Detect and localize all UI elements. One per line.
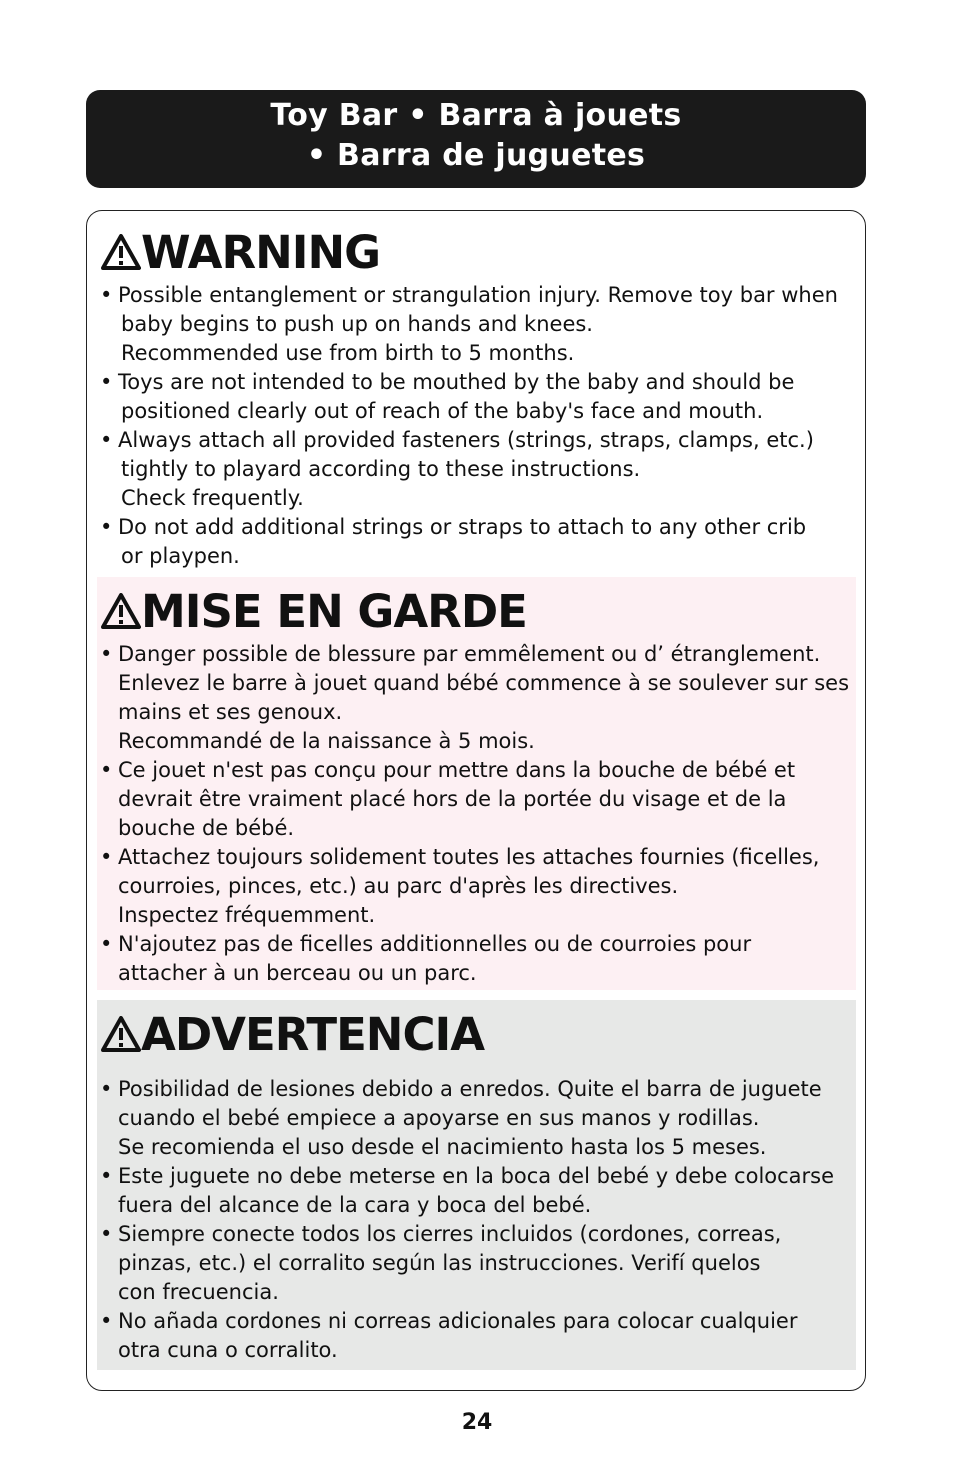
- warning-section-en: [97, 218, 856, 570]
- warning-item-line: Ce jouet n'est pas conçu pour mettre dans la bouche de bébé et: [118, 758, 796, 782]
- header-title-line-1: Toy Bar • Barra à jouets: [270, 98, 682, 133]
- header-bar: [86, 90, 866, 188]
- section-heading: [97, 1000, 856, 1060]
- section-title: WARNING: [141, 226, 381, 279]
- warning-item-line: Siempre conecte todos los cierres incluidos (cordones, correas,: [118, 1222, 782, 1246]
- warning-section-fr: [97, 577, 856, 990]
- warning-item: [97, 426, 856, 513]
- bullet: •: [100, 932, 113, 956]
- header-title-line-2: • Barra de juguetes: [306, 138, 646, 173]
- warning-item-line: Este juguete no debe meterse en la boca del bebé y debe colocarse: [118, 1164, 835, 1188]
- warning-item: [97, 930, 856, 988]
- page-number: 24: [461, 1410, 493, 1435]
- warning-triangle-icon: [101, 593, 141, 629]
- bullet: •: [100, 1309, 113, 1333]
- warning-item-line: N'ajoutez pas de ficelles additionnelles ou de courroies pour: [118, 932, 752, 956]
- warning-item-line: con frecuencia.: [118, 1280, 279, 1304]
- warning-item-line: Attachez toujours solidement toutes les attaches fournies (ficelles,: [118, 845, 820, 869]
- warning-list: [97, 1075, 856, 1365]
- bullet: •: [100, 1077, 113, 1101]
- warning-item-line: or playpen.: [121, 544, 240, 568]
- bullet: •: [100, 428, 113, 452]
- bullet: •: [100, 1222, 113, 1246]
- warning-item-line: fuera del alcance de la cara y boca del bebé.: [118, 1193, 592, 1217]
- warning-item-line: cuando el bebé empiece a apoyarse en sus manos y rodillas.: [118, 1106, 760, 1130]
- section-heading: [97, 218, 856, 278]
- warning-section-es: [97, 1000, 856, 1370]
- warning-triangle-icon: [101, 1016, 141, 1052]
- warning-item-line: attacher à un berceau ou un parc.: [118, 961, 477, 985]
- warning-item-line: Do not add additional strings or straps to attach to any other crib: [118, 515, 807, 539]
- warning-item-line: tightly to playard according to these instructions.: [121, 457, 641, 481]
- warning-item-line: otra cuna o corralito.: [118, 1338, 338, 1362]
- warning-item-line: Possible entanglement or strangulation injury. Remove toy bar when: [118, 283, 838, 307]
- warning-item-line: courroies, pinces, etc.) au parc d'après les directives.: [118, 874, 679, 898]
- bullet: •: [100, 515, 113, 539]
- warning-item: [97, 1307, 856, 1365]
- warning-item: [97, 640, 856, 756]
- warning-item-line: Se recomienda el uso desde el nacimiento hasta los 5 meses.: [118, 1135, 767, 1159]
- bullet: •: [100, 642, 113, 666]
- warning-item-line: devrait être vraiment placé hors de la portée du visage et de la: [118, 787, 787, 811]
- warning-item-line: Recommandé de la naissance à 5 mois.: [118, 729, 535, 753]
- warning-item-line: Danger possible de blessure par emmêlement ou d’ étranglement.: [118, 642, 821, 666]
- warning-item-line: Inspectez fréquemment.: [118, 903, 376, 927]
- warning-triangle-icon: [101, 234, 141, 270]
- warning-item: [97, 1220, 856, 1307]
- bullet: •: [100, 370, 113, 394]
- warning-item: [97, 1162, 856, 1220]
- warning-item: [97, 756, 856, 843]
- warning-item-line: Recommended use from birth to 5 months.: [121, 341, 575, 365]
- warning-item: [97, 513, 856, 571]
- warning-item-line: pinzas, etc.) el corralito según las instrucciones. Verifí quelos: [118, 1251, 761, 1275]
- bullet: •: [100, 283, 113, 307]
- warning-item: [97, 368, 856, 426]
- section-title: ADVERTENCIA: [141, 1008, 485, 1061]
- warning-item-line: baby begins to push up on hands and knees.: [121, 312, 593, 336]
- warning-item: [97, 281, 856, 368]
- warning-item-line: Check frequently.: [121, 486, 304, 510]
- warning-item-line: positioned clearly out of reach of the baby's face and mouth.: [121, 399, 764, 423]
- warning-item-line: Posibilidad de lesiones debido a enredos. Quite el barra de juguete: [118, 1077, 822, 1101]
- bullet: •: [100, 758, 113, 782]
- warning-item: [97, 1075, 856, 1162]
- section-title: MISE EN GARDE: [141, 585, 527, 638]
- warning-item-line: No añada cordones ni correas adicionales para colocar cualquier: [118, 1309, 798, 1333]
- warning-item-line: mains et ses genoux.: [118, 700, 343, 724]
- bullet: •: [100, 845, 113, 869]
- warning-item-line: Always attach all provided fasteners (strings, straps, clamps, etc.): [118, 428, 814, 452]
- warning-item-line: bouche de bébé.: [118, 816, 295, 840]
- warning-item-line: Toys are not intended to be mouthed by the baby and should be: [118, 370, 795, 394]
- warning-item-line: Enlevez le barre à jouet quand bébé commence à se soulever sur ses: [118, 671, 850, 695]
- warning-list: [97, 640, 856, 988]
- warning-list: [97, 281, 856, 571]
- bullet: •: [100, 1164, 113, 1188]
- warning-item: [97, 843, 856, 930]
- section-heading: [97, 577, 856, 637]
